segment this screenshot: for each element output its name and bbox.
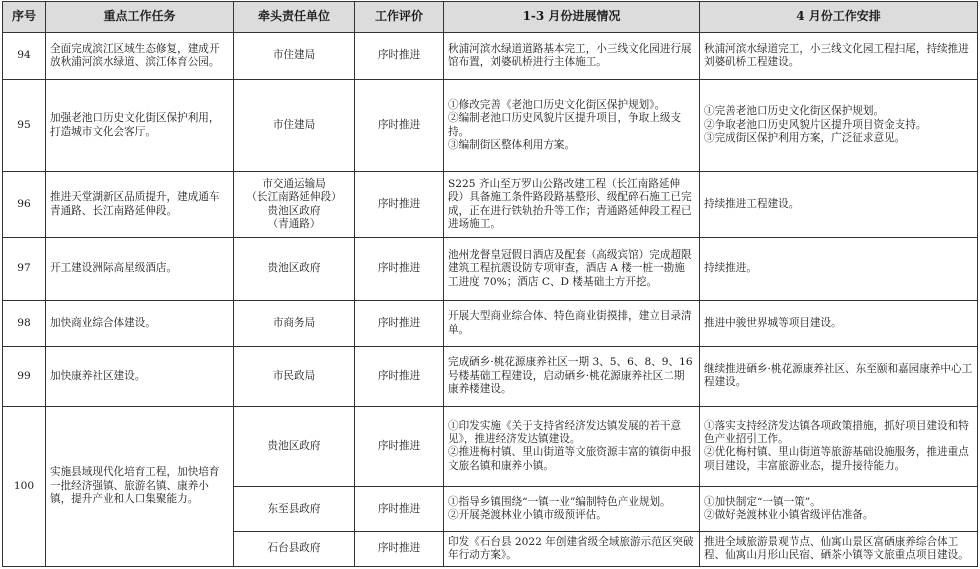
header-progress: 1-3 月份进展情况 xyxy=(444,2,700,33)
row-dept: 市民政局 xyxy=(234,347,355,406)
table-body xyxy=(3,33,978,567)
row-dept: 市商务局 xyxy=(234,301,355,347)
row-eval: 序时推进 xyxy=(355,301,444,347)
table-row xyxy=(3,238,978,301)
row-plan: 持续推进工程建设。 xyxy=(700,172,978,238)
table-row xyxy=(3,406,978,487)
row-task: 开工建设洲际高星级酒店。 xyxy=(46,238,234,301)
row-plan: 推进全域旅游景观节点、仙寓山景区富硒康养综合体工程、仙寓山月形山民宿、硒茶小镇等文旅重点项目建设。 xyxy=(700,532,978,567)
row-plan: ①加快制定“一镇一策”。 ②做好尧渡林业小镇省级评估准备。 xyxy=(700,487,978,532)
header-eval: 工作评价 xyxy=(355,2,444,33)
row-eval: 序时推进 xyxy=(355,33,444,80)
header-plan: 4 月份工作安排 xyxy=(700,2,978,33)
row-plan: 持续推进。 xyxy=(700,238,978,301)
row-progress: ①印发实施《关于支持省经济发达镇发展的若干意见》，推进经济发达镇建设。 ②推进梅村镇、里山街道等文旅资源丰富的镇街申报文旅名镇和康养小镇。 xyxy=(444,406,700,487)
row-dept: 市住建局 xyxy=(234,80,355,172)
row-progress: 秋浦河滨水绿道道路基本完工，小三线文化园进行展馆布置，刘婆矶桥进行主体施工。 xyxy=(444,33,700,80)
row-progress: 完成硒乡·桃花源康养社区一期 3、5、6、8、9、16 号楼基础工程建设，启动硒乡·桃花源康养社区二期康养楼建设。 xyxy=(444,347,700,406)
row-progress: 池州龙督皇冠假日酒店及配套（高级宾馆）完成超限建筑工程抗震设防专项审查，酒店 A 楼一桩一勘施工进度 70%；酒店 C、D 楼基础土方开挖。 xyxy=(444,238,700,301)
row-progress: 印发《石台县 2022 年创建省级全域旅游示范区突破年行动方案》。 xyxy=(444,532,700,567)
row-eval: 序时推进 xyxy=(355,532,444,567)
row-eval: 序时推进 xyxy=(355,238,444,301)
row-seq: 95 xyxy=(3,80,46,172)
row-progress: ①指导乡镇围绕“一镇一业”编制特色产业规划。 ②开展尧渡林业小镇市级预评估。 xyxy=(444,487,700,532)
row-eval: 序时推进 xyxy=(355,172,444,238)
row-dept: 东至县政府 xyxy=(234,487,355,532)
row-seq: 98 xyxy=(3,301,46,347)
row-seq: 99 xyxy=(3,347,46,406)
row-plan: ①落实支持经济发达镇各项政策措施，抓好项目建设和特色产业招引工作。 ②优化梅村镇、里山街道等旅游基础设施服务，推进重点项目建设，丰富旅游业态，提升接待能力。 xyxy=(700,406,978,487)
row-seq: 94 xyxy=(3,33,46,80)
header-task: 重点工作任务 xyxy=(46,2,234,33)
row-eval: 序时推进 xyxy=(355,347,444,406)
row-task: 全面完成滨江区域生态修复，建成开放秋浦河滨水绿道、滨江体育公园。 xyxy=(46,33,234,80)
row-plan: 推进中骏世界城等项目建设。 xyxy=(700,301,978,347)
row-plan: 继续推进硒乡·桃花源康养社区、东至颐和嘉园康养中心工程建设。 xyxy=(700,347,978,406)
table-row xyxy=(3,347,978,406)
row-eval: 序时推进 xyxy=(355,487,444,532)
work-task-table xyxy=(2,1,978,567)
row-seq: 96 xyxy=(3,172,46,238)
table-row xyxy=(3,33,978,80)
row-task: 加强老池口历史文化街区保护利用，打造城市文化会客厅。 xyxy=(46,80,234,172)
row-plan: ①完善老池口历史文化街区保护规划。 ②争取老池口历史风貌片区提升项目资金支持。 ③完成街区保护利用方案，广泛征求意见。 xyxy=(700,80,978,172)
table-row xyxy=(3,301,978,347)
row-dept: 石台县政府 xyxy=(234,532,355,567)
row-progress: S225 齐山至万罗山公路改建工程（长江南路延伸段）具备施工条件路段路基整形、级配碎石施工已完成，正在进行铁轨抬升等工作；青通路延伸段工程已进场施工。 xyxy=(444,172,700,238)
table-row xyxy=(3,172,978,238)
row-plan: 秋浦河滨水绿道完工，小三线文化园工程扫尾，持续推进刘婆矶桥工程建设。 xyxy=(700,33,978,80)
row-progress: 开展大型商业综合体、特色商业街摸排，建立目录清单。 xyxy=(444,301,700,347)
row-eval: 序时推进 xyxy=(355,80,444,172)
table-row xyxy=(3,80,978,172)
row-task: 加快康养社区建设。 xyxy=(46,347,234,406)
row-dept: 市住建局 xyxy=(234,33,355,80)
row-seq: 100 xyxy=(3,406,46,566)
table-header-row xyxy=(3,2,978,33)
row-task: 加快商业综合体建设。 xyxy=(46,301,234,347)
row-eval: 序时推进 xyxy=(355,406,444,487)
row-task: 实施县域现代化培育工程，加快培育一批经济强镇、旅游名镇、康养小镇，提升产业和人口集聚能力。 xyxy=(46,406,234,566)
row-dept: 贵池区政府 xyxy=(234,406,355,487)
row-progress: ①修改完善《老池口历史文化街区保护规划》。 ②编制老池口历史风貌片区提升项目，争取上级支持。 ③编制街区整体利用方案。 xyxy=(444,80,700,172)
row-task: 推进天堂湖新区品质提升，建成通车青通路、长江南路延伸段。 xyxy=(46,172,234,238)
header-dept: 牵头责任单位 xyxy=(234,2,355,33)
row-seq: 97 xyxy=(3,238,46,301)
row-dept: 贵池区政府 xyxy=(234,238,355,301)
row-dept: 市交通运输局 （长江南路延伸段） 贵池区政府 （青通路） xyxy=(234,172,355,238)
header-seq: 序号 xyxy=(3,2,46,33)
